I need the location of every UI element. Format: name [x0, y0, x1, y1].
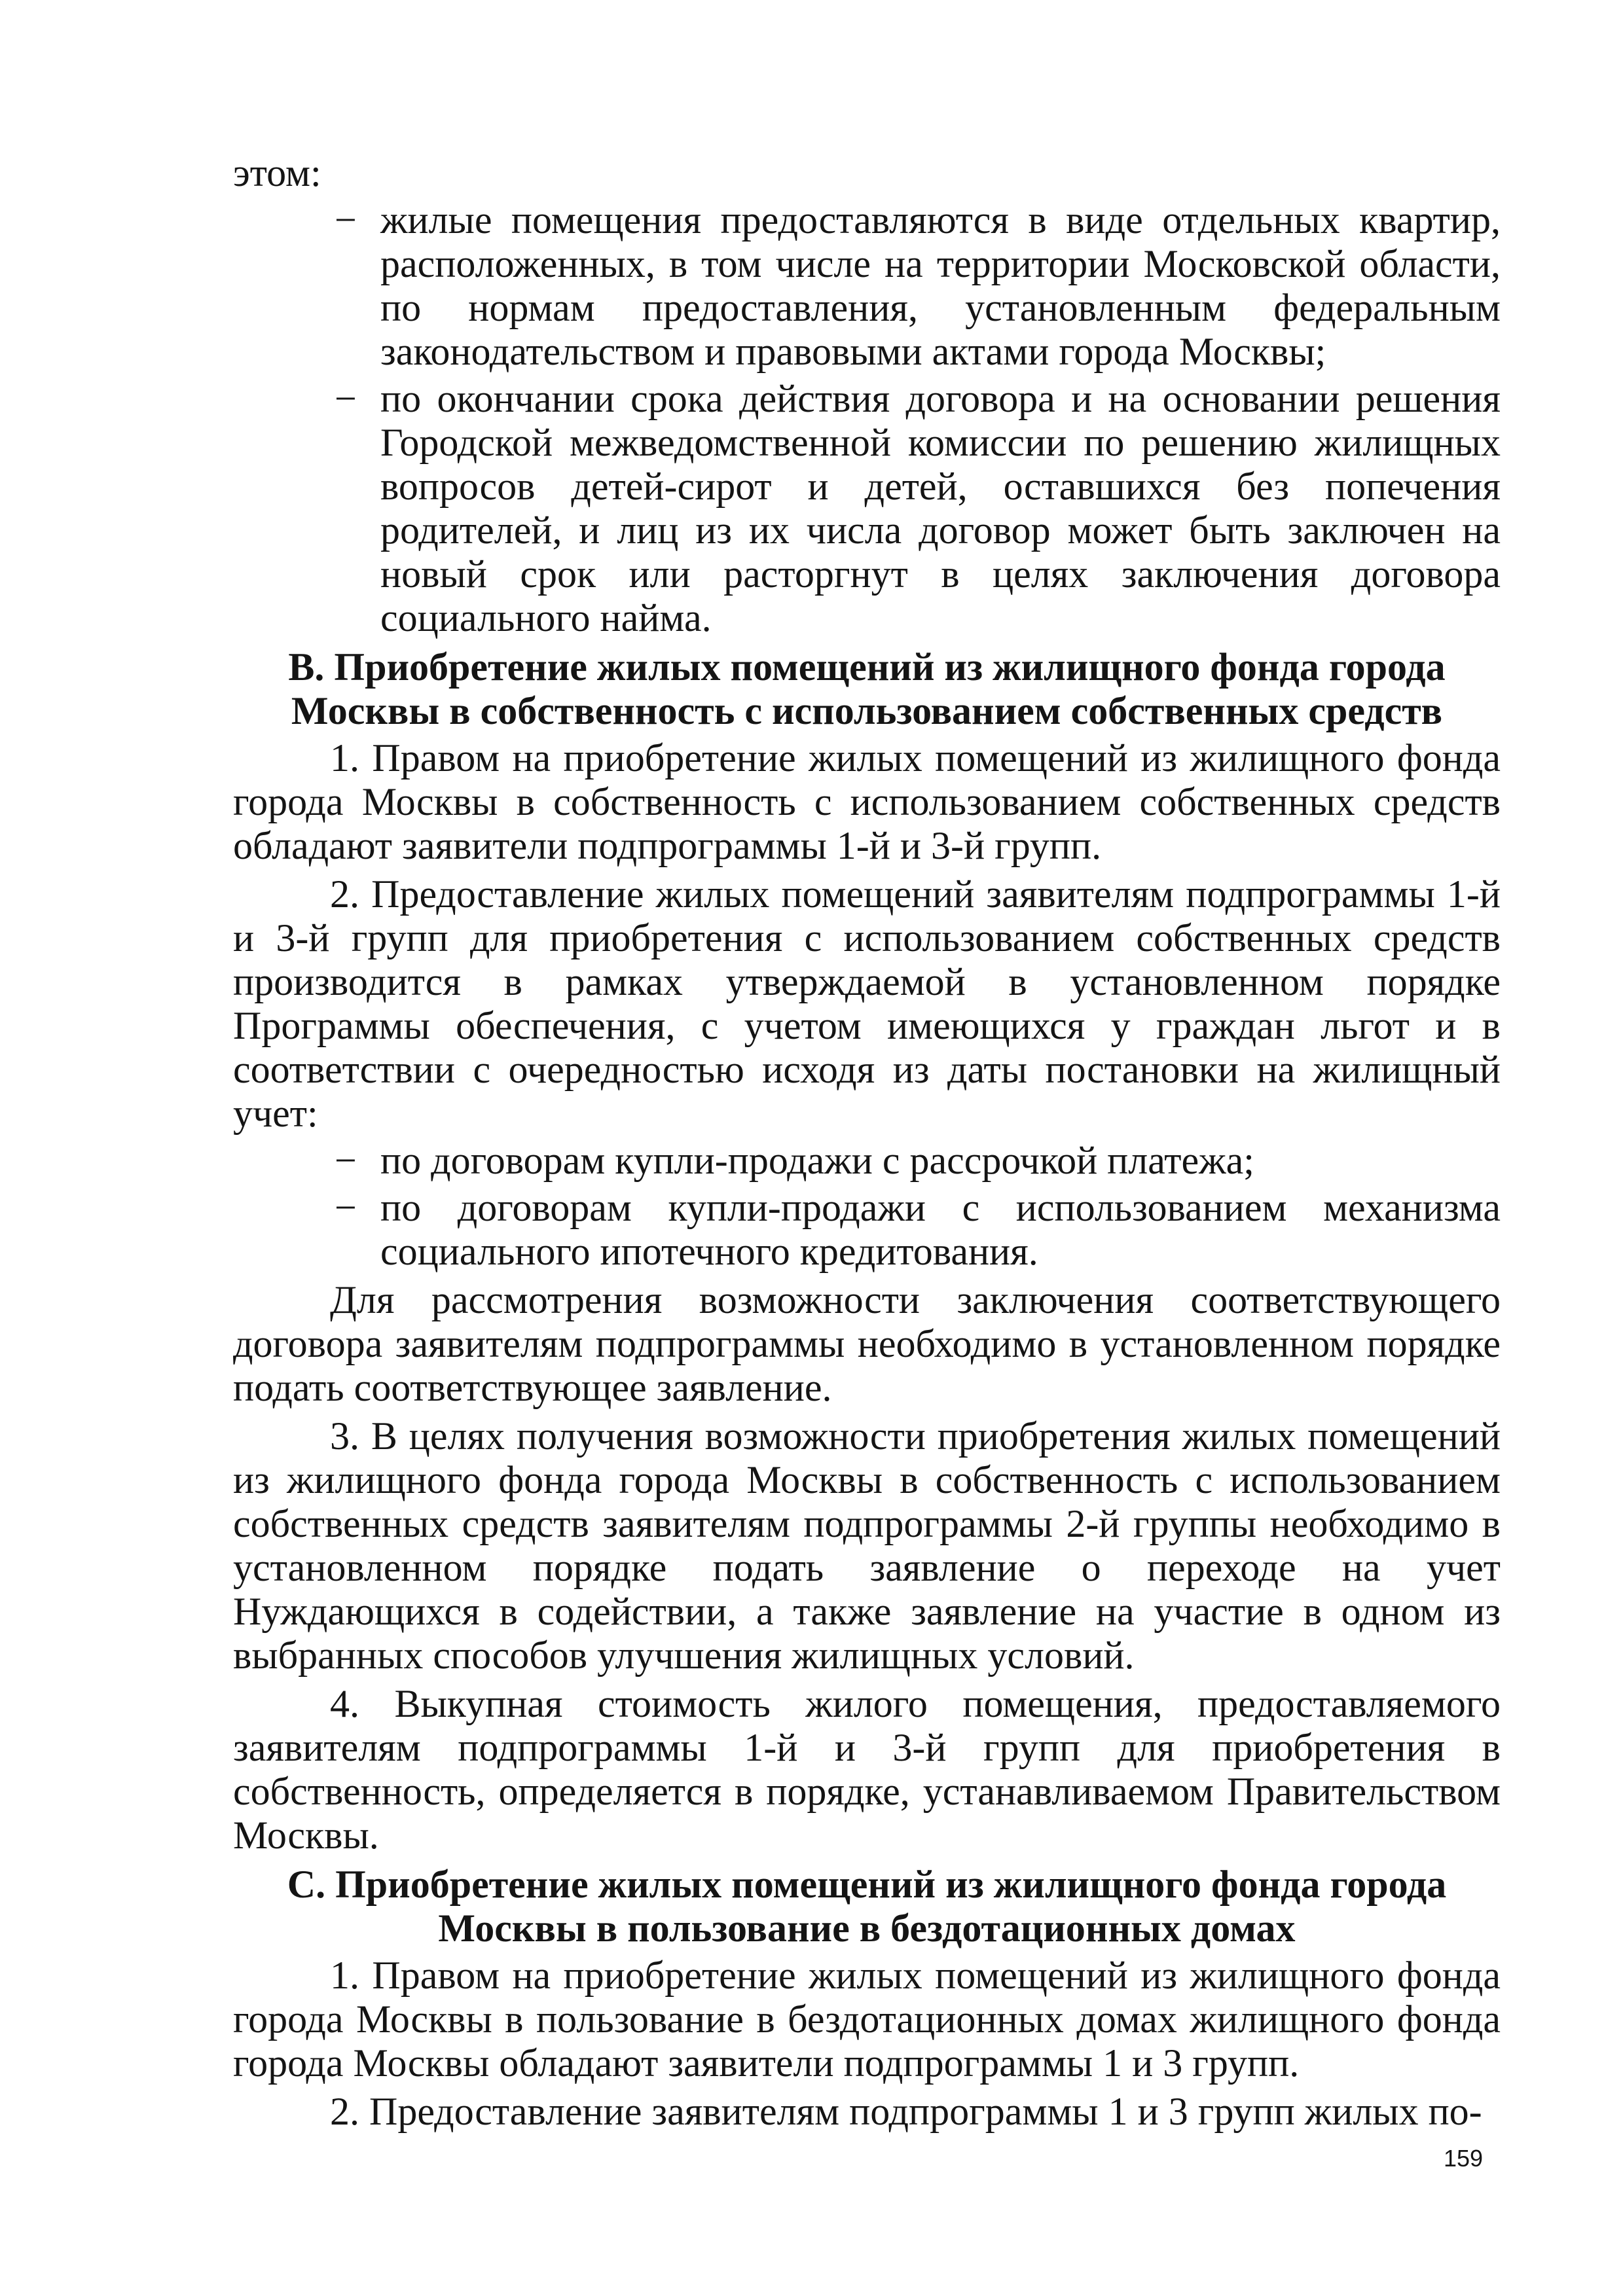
- list-item-text: жилые помещения предоставляются в виде отдельных квартир, расположенных, в том числе на территории Московской области, по нормам предоставления, установленным федеральным законодательством и правовыми актами города Москвы;: [380, 198, 1501, 373]
- section-b-paragraph-2: 2. Предоставление жилых помещений заявителям подпрограммы 1-й и 3-й групп для приобретения с использованием собственных средств производится в рамках утверждаемой в установленном порядке Программы обеспечения, с учетом имеющихся у граждан льгот и в соответствии с очередностью исходя из даты постановки на жилищный учет:: [233, 872, 1501, 1135]
- dash-bullet-icon: −: [335, 1186, 357, 1229]
- list-item: [233, 1139, 1501, 1183]
- dash-bullet-icon: −: [335, 377, 357, 420]
- conditions-list: [233, 198, 1501, 640]
- dash-bullet-icon: −: [335, 1139, 357, 1182]
- section-c-paragraph-1: 1. Правом на приобретение жилых помещений из жилищного фонда города Москвы в пользование в бездотационных домах жилищного фонда города Москвы обладают заявители подпрограммы 1 и 3 групп.: [233, 1954, 1501, 2085]
- list-item-text: по окончании срока действия договора и на основании решения Городской межведомственной комиссии по решению жилищных вопросов детей-сирот и детей, оставшихся без попечения родителей, и лиц из их числа договор может быть заключен на новый срок или расторгнут в целях заключения договора социального найма.: [380, 377, 1501, 639]
- lead-text: этом:: [233, 151, 321, 194]
- page-content: [233, 151, 1501, 2134]
- section-b-paragraph-1: 1. Правом на приобретение жилых помещений из жилищного фонда города Москвы в собственность с использованием собственных средств обладают заявители подпрограммы 1-й и 3-й групп.: [233, 736, 1501, 867]
- list-item: [233, 198, 1501, 374]
- section-b-paragraph-3: Для рассмотрения возможности заключения соответствующего договора заявителям подпрограммы необходимо в установленном порядке подать соответствующее заявление.: [233, 1278, 1501, 1409]
- section-c-paragraph-2: 2. Предоставление заявителям подпрограммы 1 и 3 групп жилых по-: [330, 2090, 1482, 2133]
- section-b-heading: В. Приобретение жилых помещений из жилищного фонда города Москвы в собственность с использованием собственных средств: [288, 645, 1446, 732]
- contract-types-list: [233, 1139, 1501, 1274]
- section-b-paragraph-5: 4. Выкупная стоимость жилого помещения, предоставляемого заявителям подпрограммы 1-й и 3-й групп для приобретения в собственность, определяется в порядке, устанавливаемом Правительством Москвы.: [233, 1682, 1501, 1857]
- list-item: [233, 377, 1501, 640]
- dash-bullet-icon: −: [335, 198, 357, 242]
- page-number: 159: [1444, 2145, 1484, 2172]
- list-item-text: по договорам купли-продажи с рассрочкой платежа;: [380, 1139, 1254, 1182]
- list-item-text: по договорам купли-продажи с использованием механизма социального ипотечного кредитования.: [380, 1186, 1501, 1273]
- list-item: [233, 1186, 1501, 1274]
- section-b-paragraph-4: 3. В целях получения возможности приобретения жилых помещений из жилищного фонда города Москвы в собственность с использованием собственных средств заявителям подпрограммы 2-й группы необходимо в установленном порядке подать заявление о переходе на учет Нуждающихся в содействии, а также заявление на участие в одном из выбранных способов улучшения жилищных условий.: [233, 1414, 1501, 1677]
- section-c-heading: С. Приобретение жилых помещений из жилищного фонда города Москвы в пользование в бездотационных домах: [287, 1863, 1447, 1950]
